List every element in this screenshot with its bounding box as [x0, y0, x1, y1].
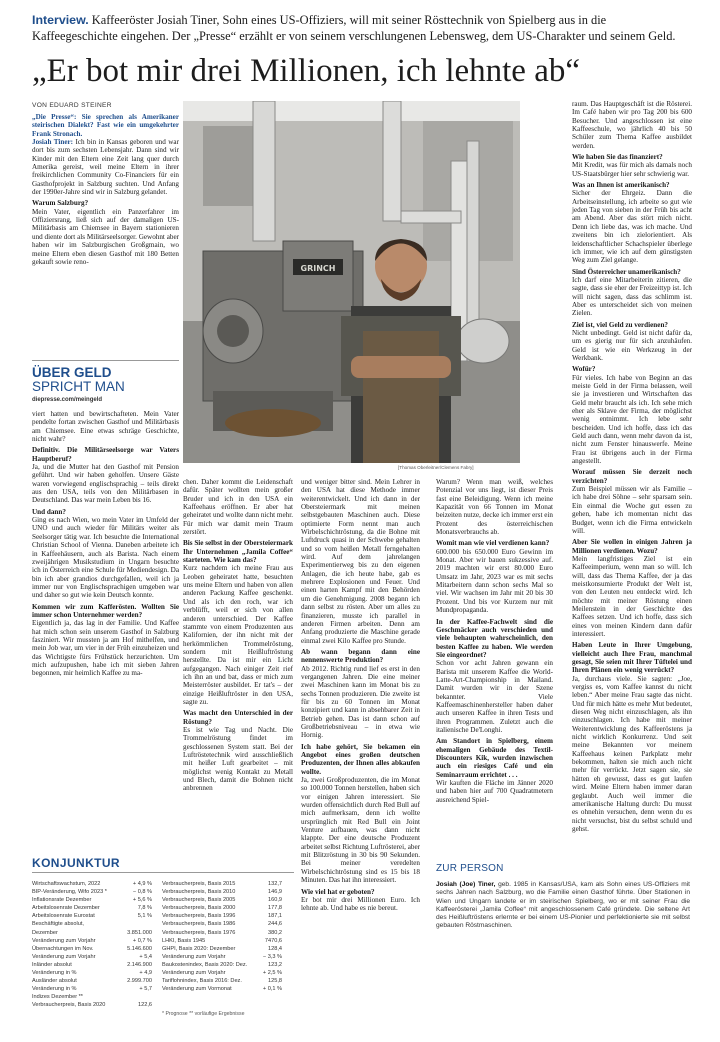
answer: Mein langfristiges Ziel ist ein Kaffeeimperium, wenn man so will. Ich will, dass das Thema Kaffee, der ja das meistkonsumierte Produkt der Welt ist, von den Leuten neu entdeckt wird. Ich möchte mit meiner Röstung einen Meilenstein in der Geschichte des Kaffees setzen. Und ich hoffe, dass sich eines von meinen Kindern dann dafür interessiert.	[572, 554, 692, 638]
zur-person-title: ZUR PERSON	[436, 863, 504, 874]
promo-subtitle: SPRICHT MAN	[32, 379, 125, 394]
question: Womit man wie viel verdienen kann?	[436, 539, 550, 548]
answer: Kurz nachdem ich meine Frau aus Leoben geheiratet hatte, besuchten uns meine Eltern und haben von allen anderen Packung Kaffee geschenkt. Und als ich den roch, war ich verblüfft, weil er sich von allen anderen unterschied. Der Kaffee stammte von einem Produzenten aus Kalifornien, der ihn nicht mit der herkömmlichen Trommelröstung, sondern mit Heißluftröstung herstellte. Da ist mir ein Licht aufgegangen. Nach einiger Zeit rief ich ihn an und bat, dass er mich zum Meisterröster ausbildet. Er tat's – der einzige Heißluftröster in den USA, sagte zu.	[183, 564, 293, 706]
konjunktur-row	[162, 961, 282, 969]
konjunktur-label: Verbraucherpreis, Basis 1976	[162, 929, 236, 936]
konjunktur-row	[162, 945, 282, 953]
teaser-text: Kaffeeröster Josiah Tiner, Sohn eines US-Offiziers, will mit seiner Rösttechnik von Spielberg aus in die Kaffeegeschichte eingehen. Der „Presse“ erzählt er von seinem verschlungenen Lebensweg, dem US-Charakter und seinem Geld.	[32, 13, 676, 43]
answer: Für vieles. Ich habe von Beginn an das meiste Geld in der Firma belassen, weil sie ja investieren und Wirtschaften das Geld mehr braucht als ich. Ich sehe mich eher als Sklave der Firma, der möglichst wenig entnimmt. Ich lebe sehr bescheiden. Und ich hoffe, dass ich das Geld auch dann, wenn mehr davon da ist, nicht zum Fenster hinauswerfe. Meine Frau ist übrigens auch in der Firma angestellt.	[572, 373, 692, 466]
konjunktur-value: + 2,5 %	[262, 970, 282, 977]
answer: Ja, und die Mutter hat den Gasthof mit Pension geführt. Und wir haben geholfen. Unsere Gäste waren vorwiegend englischsprachig – teils direkt aus den USA, teils von den Militärbasen in Deutschland. Das war mein Leben bis 16.	[32, 463, 179, 505]
answer: Zum Beispiel müssen wir als Familie – ich habe drei Söhne – sehr sparsam sein. Ein einmal die Woche gut essen zu gehen, habe ich momentan nicht das Budget, wenn ich die Firma entwickeln will.	[572, 485, 692, 535]
question: Worauf müssen Sie derzeit noch verzichten?	[572, 468, 692, 485]
konjunktur-value: − 3,3 %	[262, 953, 282, 960]
question: Wofür?	[572, 365, 596, 374]
question: In der Kaffee-Fachwelt sind die Geschmäcker auch verschieden und viele behaupten wahrscheinlich, den besten Kaffee zu haben. Wie werden Sie eingeordnet?	[436, 617, 553, 659]
konjunktur-value: + 5,7	[139, 986, 152, 993]
konjunktur-value: 5,1 %	[137, 913, 152, 920]
konjunktur-value: + 0,7 %	[132, 937, 152, 944]
konjunktur-label: GHPI, Basis 2020: Dezember	[162, 945, 236, 952]
zur-person-text	[436, 881, 690, 931]
question: Sind Österreicher unamerikanisch?	[572, 267, 681, 276]
konjunktur-divider	[32, 872, 294, 873]
question: Was macht den Unterschied in der Röstung?	[183, 709, 293, 726]
answer: 600.000 bis 650.000 Euro Gewinn im Monat. Aber wir bauen sukzessive auf. 2019 machten wir erst 80.000 Euro Umsatz im Jahr, 2023 war es mit sechs Mitarbeitern dann schon sechs Mal so viel. Wir wachsen im Jahr mit 20 bis 30 Prozent. Und bis vor Kurzem nur mit Mundpropaganda.	[436, 547, 553, 615]
konjunktur-label: LHKI, Basis 1945	[162, 937, 206, 944]
answer: Mit Kredit, was für mich als damals noch US-Staatsbürger hier sehr schwierig war.	[572, 161, 692, 178]
konjunktur-label: Verbraucherpreis, Basis 2015	[162, 881, 236, 887]
answer: Es ist wie Tag und Nacht. Die Trommelröstung findet im geschlossenen System statt. Bei der Luftröstetechnik wird ausschließlich mit heißer Luft gearbeitet – mit möglichst wenig Kontakt zu Metall und Blech, damit die Bohnen nicht anbrennen	[183, 725, 293, 793]
konjunktur-row	[32, 888, 152, 896]
konjunktur-row	[32, 880, 152, 888]
konjunktur-row	[162, 929, 282, 937]
promo-title: ÜBER GELD	[32, 365, 112, 380]
photo-roaster	[183, 101, 520, 463]
konjunktur-row	[32, 969, 152, 977]
konjunktur-row	[32, 1001, 152, 1009]
promo-url[interactable]: diepresse.com/meingeld	[32, 397, 103, 403]
article-column-1b	[32, 410, 179, 681]
answer: Sicher der Ehrgeiz. Dann die Arbeitseinstellung, ich arbeite so gut wie jeden Tag von sieben in der Früh bis acht am Abend. Aber das stört mich nicht. Denn ich liebe das, was ich mache. Und zweitens bin ich zielorientiert. Als leidenschaftlicher Schachspieler überlege ich immer, wie ich auf dem günstigsten Weg zum Ziel gelange.	[572, 189, 692, 265]
konjunktur-row	[32, 904, 152, 912]
question: Definitiv. Die Militärseelsorge war Vaters Hauptberuf?	[32, 446, 179, 463]
konjunktur-label: Indizes Dezember **	[32, 994, 83, 1001]
konjunktur-label: Verbraucherpreis, Basis 1996	[162, 913, 236, 920]
konjunktur-label: Veränderung zum Vorjahr	[32, 953, 96, 960]
konjunktur-label: Übernachtungen im Nov.	[32, 945, 94, 952]
konjunktur-row	[162, 880, 282, 888]
konjunktur-row	[162, 953, 282, 961]
konjunktur-row	[32, 912, 152, 920]
konjunktur-value: + 4,9 %	[132, 881, 152, 887]
answer: Ab 2012. Richtig rund lief es erst in den vergangenen Jahren. Die eine meiner zwei Maschinen kann im Monat bis zu sechs Tonnen produzieren. Die zweite ist für bis zu 60 Tonnen im Monat konzipiert und kann in absehbarer Zeit in Betrieb gehen. Das ist dann schon auf Großbetriebsniveau – in etwa wie Hornig.	[301, 664, 420, 740]
question: Ab wann begann dann eine nennenswerte Produktion?	[301, 647, 420, 665]
answer: Ich darf eine Mitarbeiterin zitieren, die sagte, dass sie eher der Freizeittyp ist. Ich will nicht sagen, dass das schlimm ist. Aber es unterscheidet sich von meinen Zielen.	[572, 275, 692, 318]
question: Kommen wir zum Kafferösten. Wollten Sie immer schon Unternehmer werden?	[32, 602, 179, 619]
konjunktur-row	[162, 937, 282, 945]
article-column-1	[32, 113, 179, 269]
konjunktur-value: 125,8	[268, 978, 282, 985]
answer: raum. Das Hauptgeschäft ist die Rösterei. Im Café haben wir pro Tag 200 bis 600 Besucher. Und angeschlossen ist eine Kaffeeschule, wo jährlich 40 bis 50 Schüler zum Thema Kaffee ausbildet werden.	[572, 100, 692, 150]
answer: Ging es nach Wien, wo mein Vater im Umfeld der UNO und auch wieder für Militärs weiter als Seelsorger tätig war. Ich besuchte die International Christian School of Vienna. Daneben arbeitete ich in Kaffeehäusern, auch als Barista. Nach einem zweijährigen Musikstudium in Ungarn besuchte ich in Österreich eine Schule für Mediendesign. Da bin ich aber grandios durchgefallen, weil ich ja immer nur von Englischsprachigen umgeben war und daher so gut wie kein Deutsch konnte.	[32, 516, 179, 600]
konjunktur-value: + 0,1 %	[262, 986, 282, 993]
konjunktur-label: Inflationsrate Dezember	[32, 897, 92, 904]
konjunktur-label: Verbraucherpreis, Basis 2000	[162, 905, 236, 912]
konjunktur-value: 2.146.900	[127, 961, 152, 968]
konjunktur-row	[162, 985, 282, 993]
konjunktur-row	[32, 920, 152, 928]
konjunktur-value: + 5,4	[139, 953, 152, 960]
konjunktur-label: BIP-Veränderung, Wifo 2023 *	[32, 889, 107, 896]
konjunktur-value: 160,9	[268, 897, 282, 904]
answer: Er bot mir drei Millionen Euro. Ich lehnte ab. Und habe es nie bereut.	[301, 895, 420, 913]
konjunktur-label: Veränderung in %	[32, 986, 77, 993]
photo-credit: [Thomas Oberleitner/Clemens Fabry]	[398, 465, 474, 470]
answer: Ja, durchaus viele. Sie sagten: „Joe, vergiss es, vom Kaffee kannst du nicht leben.“ Aber meine Frau sagte das nicht. Und für mich hätte es mehr Mut bedeutet, diesen Weg nicht einzuschlagen, als ihn einzuschlagen. Ich habe mit meiner Weiterentwicklung des Kaffeeröstens ja nicht wirklich Konkurrenz. Und seit meine Bekannten vor meinem Kaffeehaus keinen Parkplatz mehr bekommen, halten sie mich auch nicht mehr für verrückt. Jetzt sagen sie, sie hätten eh gewusst, dass es gut laufen wird. Meine Eltern haben immer daran geglaubt. Auch weil immer die amerikanische Haltung durch: Du musst es ohnehin versuchen, denn wenn du es nicht versuchst, bist du selbst schuld und gehst.	[572, 674, 692, 833]
konjunktur-label: Veränderung zum Vorjahr	[162, 970, 226, 977]
answer: Ja, zwei Großproduzenten, die im Monat so 100.000 Tonnen herstellen, haben sich vor einigen Jahren interessiert. Sie wurden offensichtlich durch Red Bull auf mich aufmerksam, denn ich wollte ursprünglich mit Red Bull ein Joint Venture aufbauen, was dann nicht klappte. Der eine deutsche Produzent arbeitet selbst Richtung Luftrösterei, aber mit Blitzröstung in 30 bis 90 Sekunden. Bei meiner veredelten Wirbelschichtröstung sind es 15 bis 18 Minuten. Das hat ihn interessiert.	[301, 776, 420, 885]
konjunktur-label: Beschäftigte absolut,	[32, 921, 84, 928]
konjunktur-value: + 4,9	[139, 970, 152, 977]
konjunktur-value: 7,8 %	[137, 905, 152, 912]
answer: Wir kauften die Fläche im Jänner 2020 und haben hier auf 700 Quadratmetern ausreichend Spiel-	[436, 779, 553, 804]
konjunktur-row	[32, 977, 152, 985]
article-column-3	[301, 478, 420, 916]
konjunktur-label: Verbraucherpreis, Basis 2020	[32, 1002, 106, 1009]
konjunktur-value: 7470,6	[264, 937, 282, 944]
konjunktur-title: KONJUNKTUR	[32, 856, 120, 870]
konjunktur-table-right	[162, 880, 282, 993]
konjunktur-value: 146,9	[268, 889, 282, 896]
answer: Mein Vater, eigentlich ein Panzerfahrer im Offiziersrang, ließ sich auf der damaligen US-Militärbasis am Chiemsee in Bayern stationieren und diente dort als Militärseelsorger. Gewohnt aber haben wir im Salzburgischen Großgmain, wo meine Eltern eben diesen Gasthof mit 180 Betten gekauft sowie reno-	[32, 207, 179, 266]
konjunktur-label: Wirtschaftswachstum, 2022	[32, 881, 101, 887]
konjunktur-value: 3.851.000	[127, 929, 152, 936]
roaster-photo-illustration	[183, 101, 520, 463]
konjunktur-row	[32, 993, 152, 1001]
konjunktur-label: Arbeitslosenrate Dezember	[32, 905, 100, 912]
konjunktur-label: Veränderung in %	[32, 970, 77, 977]
konjunktur-value: − 0,8 %	[132, 889, 152, 896]
answer: Nicht unbedingt. Geld ist nicht dafür da, um es gierig nur für sich anzuhäufen. Geld ist wie ein Werkzeug in der Werkbank.	[572, 328, 692, 362]
konjunktur-value: 177,8	[268, 905, 282, 912]
konjunktur-label: Veränderung zum Vorjahr	[162, 953, 226, 960]
answer: viert hatten und bewirtschafteten. Mein Vater pendelte fortan zwischen Gasthof und Militärbasis am Chiemsee. Eine etwas schräge Geschichte, nicht wahr?	[32, 410, 179, 444]
answer: Eigentlich ja, das lag in der Familie. Und Kaffee hat mich schon sein unserem Gasthof in Salzburg fasziniert. Wir mussten ja am Hof mithelfen, und mein Job war, um vier in der Früh einzuheizen und das Wichtigste fürs Frühstück herzurichten. Um mich aufzupushen, habe ich mit sieben Jahren begonnen, mir heimlich Kaffee zu ma-	[32, 619, 179, 678]
answer: und weniger bitter sind. Mein Lehrer in den USA hat diese Methode immer weiterentwickelt. Und ich dann in der Obersteiermark mit meinen selbstgebauten Maschinen auch. Diese optimierte Form nennt man auch Wirbelschichtröstung, da die Bohne mit Luftdruck quasi in der Schwebe gehalten und so vom heißen Metall ferngehalten wird. Auf dem jahrelangen Experimentierweg bis zu den eigenen Anlagen, die ich heute habe, gab es mehrere Explosionen und Feuer. Und einen harten Kampf mit den Behörden um die Genehmigung. 2008 begann ich dann selbst zu rösten. Aber um alles zu finanzieren, musste ich parallel in anderen Firmen arbeiten. Denn am Anfang produzierte die Maschine gerade einmal zwei Kilo Kaffee pro Stunde.	[301, 478, 420, 645]
question: „Die Presse“: Sie sprechen als Amerikaner steirischen Dialekt? Fast wie ein umgekehrter Frank Stronach.	[32, 113, 179, 138]
question: Ich habe gehört, Sie bekamen ein Angebot eines großen deutschen Produzenten, der Ihnen alles abkaufen wollte.	[301, 742, 420, 776]
question: Wie viel hat er geboten?	[301, 887, 375, 896]
konjunktur-value: 2.999.700	[127, 978, 152, 985]
question: Und dann?	[32, 507, 66, 516]
konjunktur-value: 380,2	[268, 929, 282, 936]
konjunktur-table-left	[32, 880, 152, 1010]
article-column-2	[183, 478, 293, 796]
konjunktur-label: Verbraucherpreis, Basis 2010	[162, 889, 236, 896]
machine-label: GRINCH	[300, 264, 336, 273]
konjunktur-label: Inländer absolut	[32, 961, 72, 968]
konjunktur-row	[162, 904, 282, 912]
question: Warum Salzburg?	[32, 199, 89, 208]
konjunktur-label: Veränderung zum Vormonat	[162, 986, 232, 993]
konjunktur-row	[162, 896, 282, 904]
konjunktur-value: 187,1	[268, 913, 282, 920]
konjunktur-label: Ausländer absolut	[32, 978, 77, 985]
konjunktur-value: 122,6	[138, 1002, 152, 1009]
konjunktur-label: Verbraucherpreis, Basis 2005	[162, 897, 236, 904]
konjunktur-row	[32, 945, 152, 953]
answer: Schon vor acht Jahren gewann ein Barista mit unserem Kaffee die World-Latte-Art-Championship in Mailand. Damit wurden wir in der Szene bekannter. Viele Kaffeemaschinenhersteller haben daher auch unseren Kaffee in ihren Tests und ihren Programmen. Zuletzt auch die italienische De'Longhi.	[436, 659, 553, 734]
teaser-kicker: Interview.	[32, 13, 89, 27]
speaker-name: Josiah Tiner:	[32, 138, 74, 147]
byline: VON EDUARD STEINER	[32, 102, 112, 109]
konjunktur-value: 5.146.600	[127, 945, 152, 952]
question: Haben Leute in Ihrer Umgebung, vielleicht auch Ihre Frau, manchmal gesagt, Sie seien mit Ihrer Tüftelei und Ihren Plänen ein wenig verrückt?	[572, 641, 692, 675]
konjunktur-row	[32, 896, 152, 904]
question: Am Standort in Spielberg, einem ehemaligen Gebäude des Textil-Discounters Kik, wurden inzwischen auch ein riesiges Café und ein Seminarraum errichtet . . .	[436, 737, 553, 779]
question: Wie haben Sie das finanziert?	[572, 153, 663, 162]
konjunktur-row	[32, 929, 152, 937]
question: Was an Ihnen ist amerikanisch?	[572, 181, 670, 190]
konjunktur-row	[162, 977, 282, 985]
konjunktur-row	[162, 969, 282, 977]
konjunktur-value: 244,6	[268, 921, 282, 928]
konjunktur-label: Veränderung zum Vorjahr	[32, 937, 96, 944]
question: Bis Sie selbst in der Obersteiermark Ihr Unternehmen „Jamila Coffee“ starteten. Wie kam das?	[183, 539, 293, 565]
person-name: Josiah (Joe) Tiner,	[436, 881, 496, 888]
question: Ziel ist, viel Geld zu verdienen?	[572, 320, 668, 329]
konjunktur-label: Dezember	[32, 929, 58, 936]
konjunktur-value: 132,7	[268, 881, 282, 887]
konjunktur-value: 123,2	[268, 961, 282, 968]
konjunktur-row	[162, 888, 282, 896]
article-column-4	[436, 478, 553, 807]
article-column-5	[572, 100, 692, 836]
promo-box[interactable]	[32, 360, 179, 407]
konjunktur-row	[162, 920, 282, 928]
konjunktur-label: Baukostenindex, Basis 2020: Dez.	[162, 961, 248, 968]
answer: Warum? Wenn man weiß, welches Potenzial vor uns liegt, ist dieser Preis fast eine Beleidigung. Wenn ich meine Kapazität von 66 Tonnen im Monat beizeiten nutze, decke ich immer erst ein Prozent des österreichischen Monatsverbrauchs ab.	[436, 478, 553, 537]
teaser	[32, 12, 692, 44]
konjunktur-row	[32, 985, 152, 993]
konjunktur-row	[32, 937, 152, 945]
konjunktur-value: + 5,6 %	[132, 897, 152, 904]
konjunktur-label: Arbeitslosenrate Eurostat	[32, 913, 95, 920]
konjunktur-value: 128,4	[268, 945, 282, 952]
question: Aber Sie wollen in einigen Jahren ja Millionen verdienen. Wozu?	[572, 538, 692, 555]
konjunktur-label: Verbraucherpreis, Basis 1986	[162, 921, 236, 928]
konjunktur-label: Tariflohnindex, Basis 2016: Dez.	[162, 978, 242, 985]
konjunktur-row	[162, 912, 282, 920]
answer: Ich bin in Kansas geboren und war dort bis zum sechsten Lebensjahr. Dann sind wir Kinder mit den Eltern eine Zeit lang quer durch Amerika gereist, weil meine Eltern in ihrer freikirchlichen Community Co-Financiers für ein Gasthofprojekt in Salzburg suchten. Und Anfang der 1990er-Jahre sind wir in Salzburg gelandet.	[32, 138, 179, 197]
person-bio: geb. 1985 in Kansas/USA, kam als Sohn eines US-Offiziers mit sechs Jahren nach Salzburg, wo die Familie einen Gasthof führte. Über Stationen in Wien und Ungarn landete er im steirischen Spielberg, wo er mit seiner Frau die Kaffeerösterei „Jamila Coffee“ mit angeschlossenem Café gründete. Die seltene Art des Heißluftröstens erlernte er bei einem US-Pionier und perfektionierte sie mit selbst gebauten Röstmaschinen.	[436, 881, 691, 930]
konjunktur-row	[32, 961, 152, 969]
answer: chen. Daher kommt die Leidenschaft dafür. Später wollten mein großer Bruder und ich in den USA ein Kaffeehaus eröffnen. Er aber hat geheiratet und wollte dann nicht mehr. Für mich war damit mein Traum zerstört.	[183, 478, 293, 537]
konjunktur-footnote: * Prognose ** vorläufige Ergebnisse	[162, 1011, 245, 1017]
headline: „Er bot mir drei Millionen, ich lehnte ab“	[32, 53, 580, 89]
konjunktur-row	[32, 953, 152, 961]
